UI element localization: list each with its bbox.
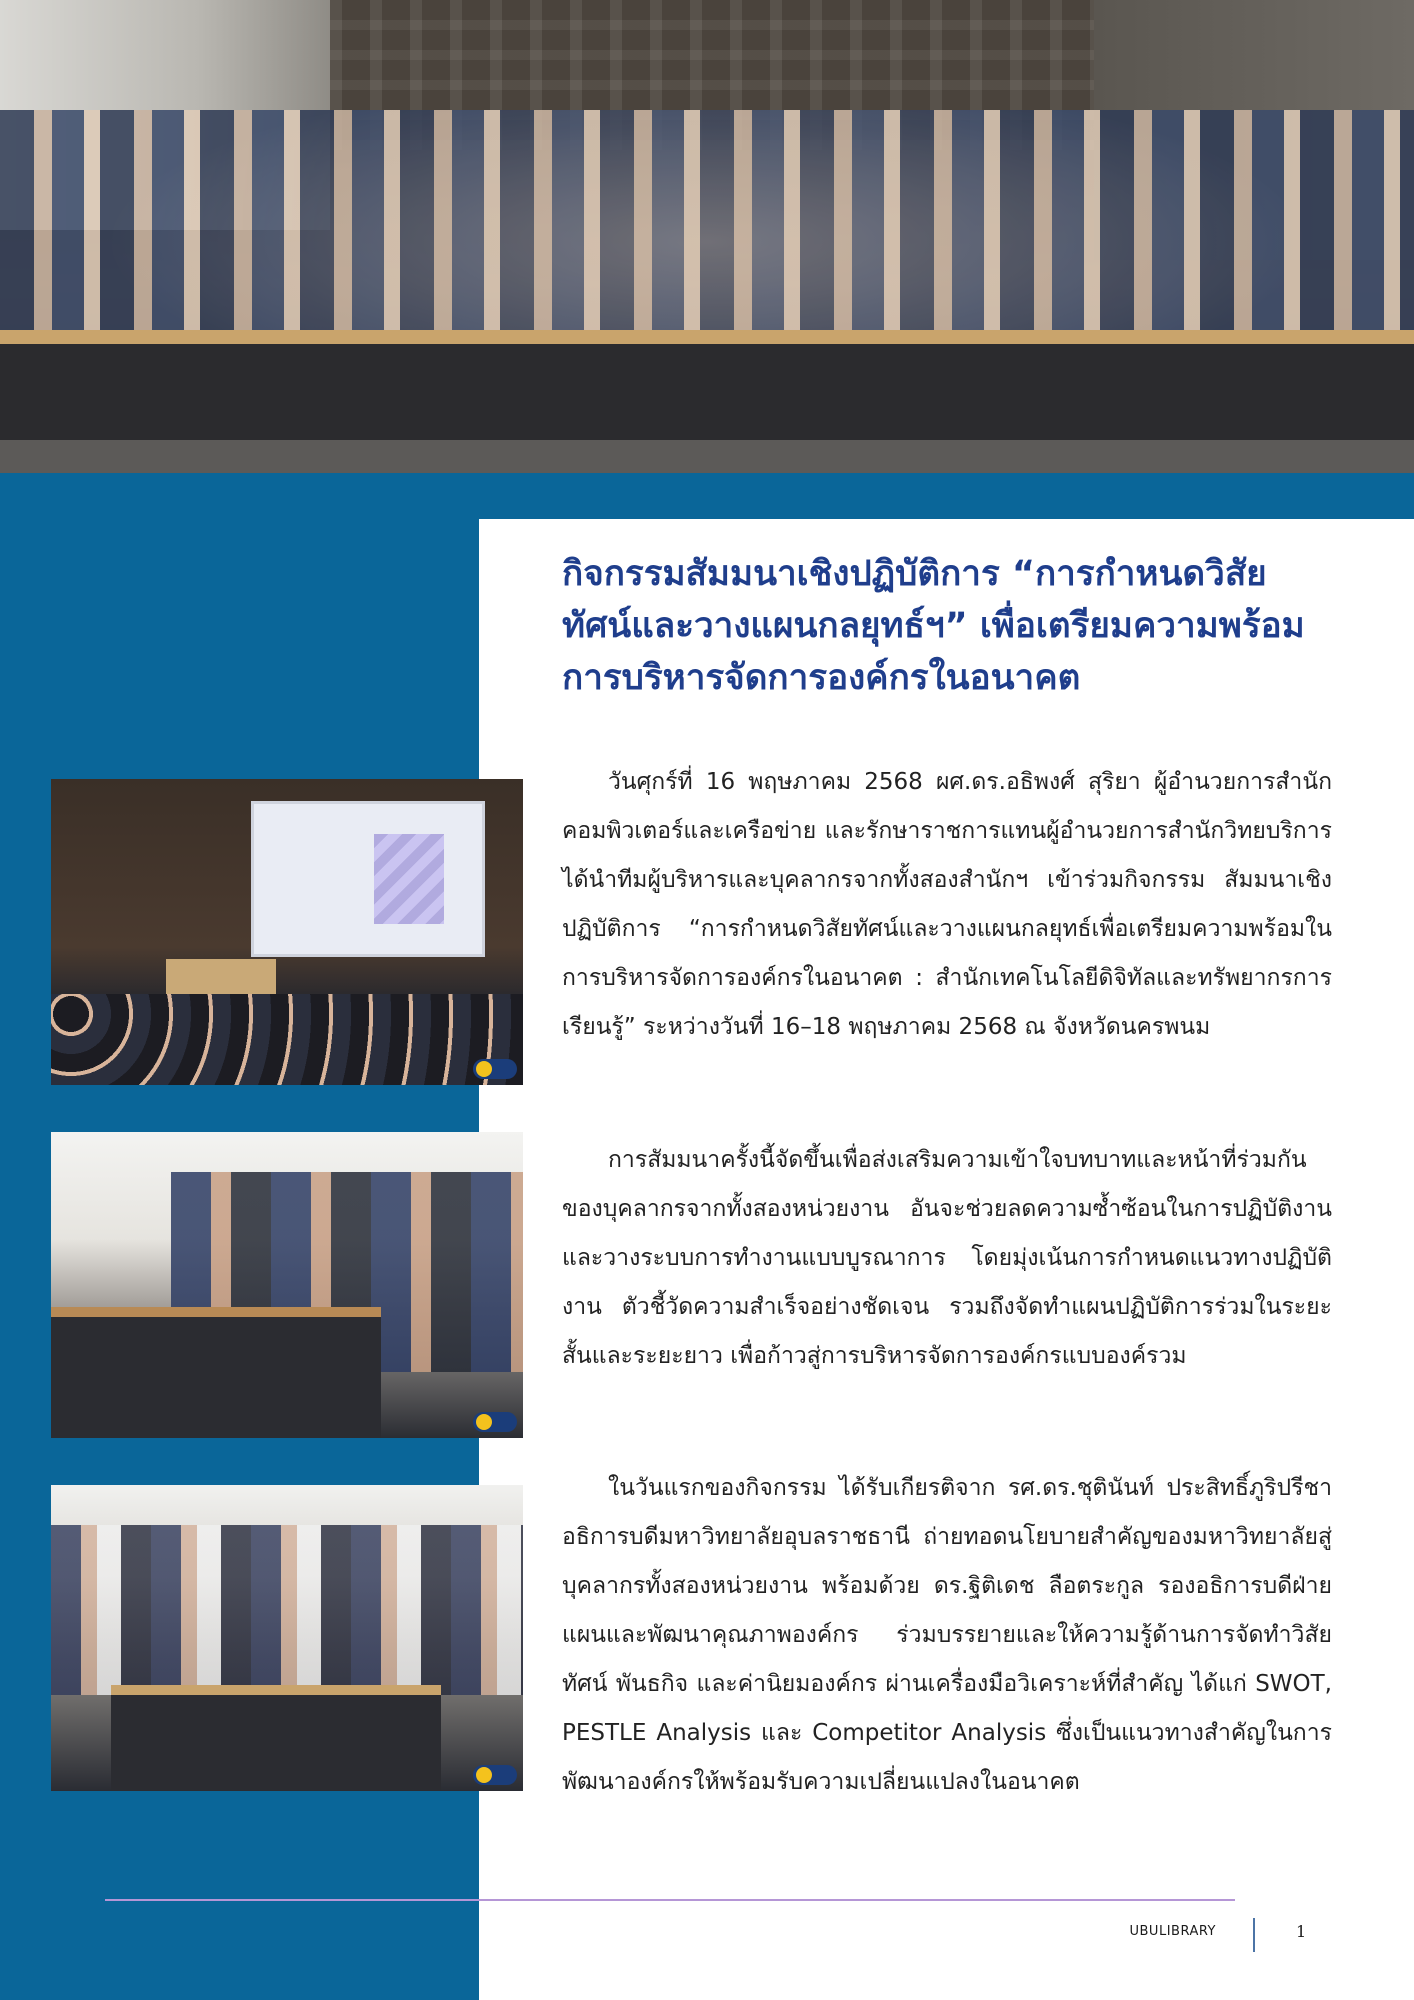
article-paragraph-3: ในวันแรกของกิจกรรม ได้รับเกียรติจาก รศ.ดร.ชุตินันท์ ประสิทธิ์ภูริปรีชา อธิการบดีมหาวิทยาลัยอุบลราชธานี ถ่ายทอดนโยบายสำคัญของมหาวิทยาลัยสู่บุคลากรทั้งสองหน่วยงาน พร้อมด้วย ดร.ฐิติเดช ลือตระกูล รองอธิการบดีฝ่ายแผนและพัฒนาคุณภาพองค์กร ร่วมบรรยายและให้ความรู้ด้านการจัดทำวิสัยทัศน์ พันธกิจ และค่านิยมองค์กร ผ่านเครื่องมือวิเคราะห์ที่สำคัญ ได้แก่ SWOT, PESTLE Analysis และ Competitor Analysis ซึ่งเป็นแนวทางสำคัญในการพัฒนาองค์กรให้พร้อมรับความเปลี่ยนแปลงในอนาคต <box>562 1475 1332 1795</box>
footer-separator <box>1253 1918 1255 1952</box>
hero-group-photo <box>0 0 1414 473</box>
footer-brand: UBULIBRARY <box>1129 1924 1216 1939</box>
logo-badge-icon <box>473 1059 517 1079</box>
footer-divider <box>105 1899 1235 1901</box>
logo-badge-icon <box>473 1765 517 1785</box>
article-paragraph-2: การสัมมนาครั้งนี้จัดขึ้นเพื่อส่งเสริมความเข้าใจบทบาทและหน้าที่ร่วมกันของบุคลากรจากทั้งสองหน่วยงาน อันจะช่วยลดความซ้ำซ้อนในการปฏิบัติงาน และวางระบบการทำงานแบบบูรณาการ โดยมุ่งเน้นการกำหนดแนวทางปฏิบัติงาน ตัวชี้วัดความสำเร็จอย่างชัดเจน รวมถึงจัดทำแผนปฏิบัติการร่วมในระยะสั้นและระยะยาว เพื่อก้าวสู่การบริหารจัดการองค์กรแบบองค์รวม <box>562 1147 1332 1369</box>
photo-participants-seated <box>51 1485 523 1791</box>
logo-badge-icon <box>473 1412 517 1432</box>
photo-participants-discussion <box>51 1132 523 1438</box>
photo-presentation <box>51 779 523 1085</box>
article-paragraph-1: วันศุกร์ที่ 16 พฤษภาคม 2568 ผศ.ดร.อธิพงศ์ สุริยา ผู้อำนวยการสำนักคอมพิวเตอร์และเครือข่าย และรักษาราชการแทนผู้อำนวยการสำนักวิทยบริการ ได้นำทีมผู้บริหารและบุคลากรจากทั้งสองสำนักฯ เข้าร่วมกิจกรรม สัมมนาเชิงปฏิบัติการ “การกำหนดวิสัยทัศน์และวางแผนกลยุทธ์เพื่อเตรียมความพร้อมในการบริหารจัดการองค์กรในอนาคต : สำนักเทคโนโลยีดิจิทัลและทรัพยากรการเรียนรู้” ระหว่างวันที่ 16–18 พฤษภาคม 2568 ณ จังหวัดนครพนม <box>562 769 1332 1040</box>
article-title: กิจกรรมสัมมนาเชิงปฏิบัติการ “การกำหนดวิสัยทัศน์และวางแผนกลยุทธ์ฯ” เพื่อเตรียมความพร้อมการบริหารจัดการองค์กรในอนาคต <box>562 554 1305 698</box>
page-number: 1 <box>1296 1922 1307 1941</box>
